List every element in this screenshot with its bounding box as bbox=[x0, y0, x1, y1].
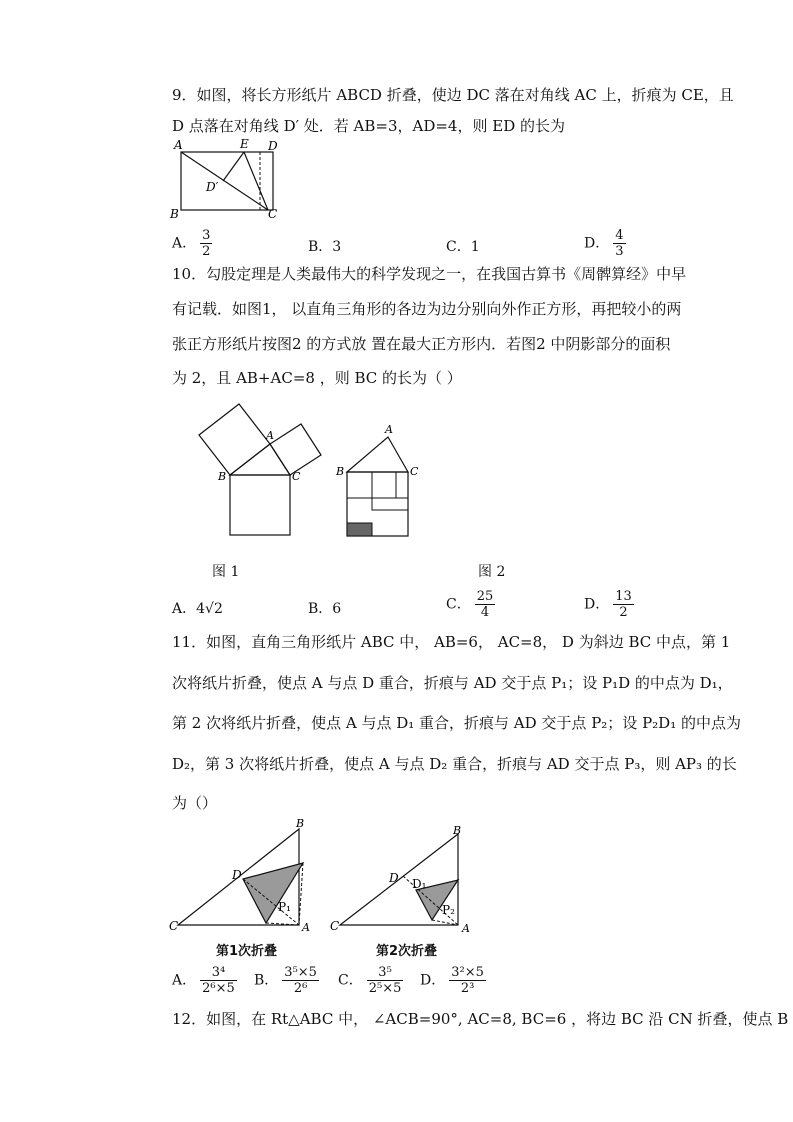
q11-option-b: B． $\frac{\text{3⁵×5}}{\text{2⁶}}$ bbox=[254, 965, 317, 996]
q9-label-a: A bbox=[174, 138, 183, 152]
q9-option-c: C．1 bbox=[446, 239, 480, 255]
q10-fig1-label-c: C bbox=[292, 470, 301, 483]
q11-fig2-caption: 第2次折叠 bbox=[376, 944, 438, 959]
q11-line-4: D₂，第 3 次将纸片折叠，使点 A 与点 D₂ 重合，折痕与 AD 交于点 P₃，则 AP₃ 的长 bbox=[172, 755, 737, 773]
q11-fig2-label-p: P₂ bbox=[442, 903, 455, 917]
q11-fig1-label-a: A bbox=[302, 921, 310, 934]
q9-option-a: A． $\frac{3}{2}$ bbox=[172, 228, 211, 259]
q11-fig2-label-d1: D₁ bbox=[412, 877, 427, 891]
q11-figure-2 bbox=[328, 820, 478, 935]
q10-fig2-label-a: A bbox=[385, 423, 393, 436]
q10-line-4: 为 2，且 AB+AC=8 ，则 BC 的长为（ ） bbox=[172, 369, 462, 387]
q9-option-d: D． $\frac{4}{3}$ bbox=[584, 228, 624, 259]
q10-option-c: C． $\frac{25}{4}$ bbox=[446, 589, 494, 620]
q11-line-2: 次将纸片折叠，使点 A 与点 D 重合，折痕与 AD 交于点 P₁；设 P₁D 的中点为 D₁， bbox=[172, 674, 733, 692]
q11-fig2-label-c: C bbox=[330, 919, 340, 933]
q10-fig2-label-c: C bbox=[410, 465, 419, 478]
q10-figure-2 bbox=[330, 420, 430, 540]
q10-fig1-caption: 图 1 bbox=[212, 564, 240, 580]
q9-label-c: C bbox=[268, 207, 278, 221]
q11-fig2-label-d: D bbox=[389, 871, 399, 885]
q10-figure-1 bbox=[190, 400, 330, 540]
q11-option-c: C． $\frac{\text{3⁵}}{\text{2⁵×5}}$ bbox=[338, 965, 402, 996]
q11-option-d: D． $\frac{\text{3²×5}}{\text{2³}}$ bbox=[420, 965, 484, 996]
q11-figure-1 bbox=[168, 815, 318, 935]
q10-line-3: 张正方形纸片按图2 的方式放 置在最大正方形内．若图2 中阴影部分的面积 bbox=[172, 335, 671, 353]
q10-line-1: 10．勾股定理是人类最伟大的科学发现之一，在我国古算书《周髀算经》中早 bbox=[172, 265, 687, 283]
q11-line-5: 为（） bbox=[172, 794, 218, 812]
q11-fig1-label-c: C bbox=[169, 919, 179, 933]
q11-line-3: 第 2 次将纸片折叠，使点 A 与点 D₁ 重合，折痕与 AD 交于点 P₂；设 P₂D₁ 的中点为 bbox=[172, 714, 741, 732]
q12-line-1: 12．如图，在 Rt△ABC 中， ∠ACB=90°, AC=8, BC=6 ，将边 BC 沿 CN 折叠，使点 B bbox=[172, 1010, 789, 1028]
q10-fig1-label-a: A bbox=[266, 429, 274, 442]
q10-option-b: B．6 bbox=[308, 601, 342, 617]
q10-fig2-caption: 图 2 bbox=[478, 564, 506, 580]
q11-fig1-label-d: D bbox=[232, 868, 242, 882]
q10-shaded-region bbox=[347, 523, 372, 536]
q9-label-e: E bbox=[240, 137, 249, 151]
q11-fig1-shaded bbox=[243, 863, 303, 923]
q11-option-a: A． $\frac{\text{3⁴}}{\text{2⁶×5}}$ bbox=[172, 965, 235, 996]
q9-label-dprime: D′ bbox=[206, 180, 219, 194]
q11-fig2-label-a: A bbox=[462, 922, 470, 935]
q11-line-1: 11．如图，直角三角形纸片 ABC 中， AB=6， AC=8， D 为斜边 BC 中点，第 1 bbox=[172, 633, 731, 651]
q9-line-1: 9．如图，将长方形纸片 ABCD 折叠，使边 DC 落在对角线 AC 上，折痕为 CE，且 bbox=[172, 86, 734, 104]
q9-label-b: B bbox=[170, 207, 179, 221]
q11-fig2-label-b: B bbox=[453, 824, 462, 837]
q10-fig1-label-b: B bbox=[218, 470, 227, 483]
q9-option-b: B．3 bbox=[308, 239, 342, 255]
q10-fig2-label-b: B bbox=[336, 465, 345, 478]
q9-label-d: D bbox=[268, 139, 278, 153]
q10-option-d: D． $\frac{13}{2}$ bbox=[584, 589, 632, 620]
q11-fig1-caption: 第1次折叠 bbox=[216, 944, 278, 959]
q9-figure bbox=[168, 136, 288, 226]
q10-line-2: 有记载．如图1， 以直角三角形的各边为边分别向外作正方形，再把较小的两 bbox=[172, 300, 682, 318]
q11-fig1-label-b: B bbox=[296, 817, 305, 830]
q10-option-a: A．4√2 bbox=[172, 601, 223, 617]
q9-line-2: D 点落在对角线 D′ 处．若 AB=3，AD=4，则 ED 的长为 bbox=[172, 117, 565, 135]
q11-fig1-label-p: P₁ bbox=[278, 900, 291, 914]
